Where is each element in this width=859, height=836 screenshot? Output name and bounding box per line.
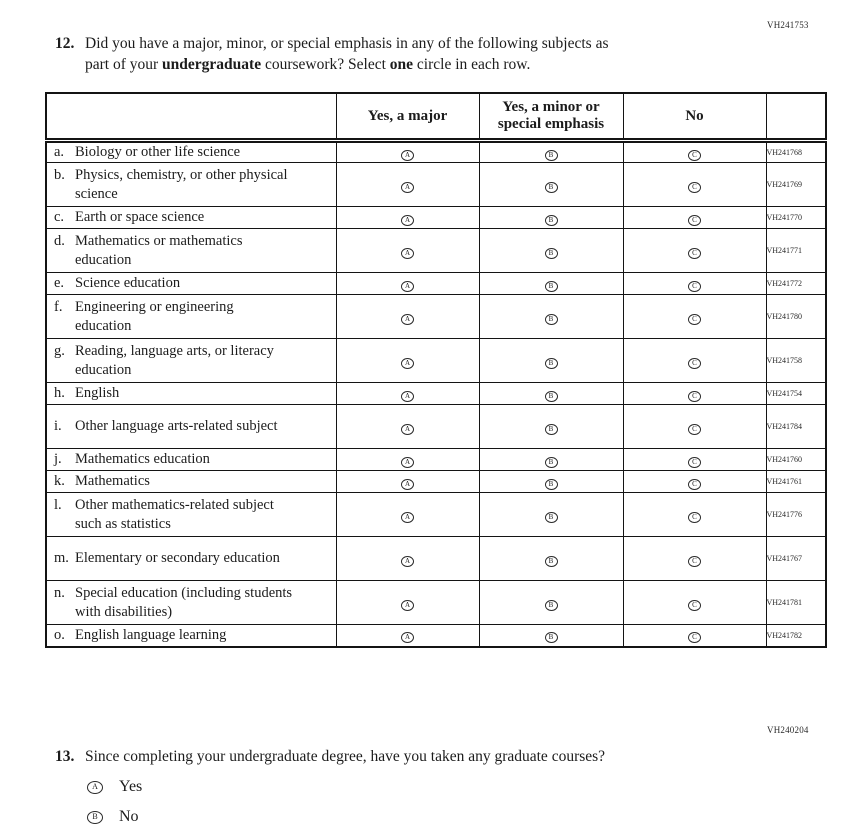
row-code: VH241768 bbox=[766, 148, 803, 157]
row-code-cell bbox=[766, 163, 826, 207]
row-letter: g. bbox=[54, 342, 65, 359]
row-letter: k. bbox=[54, 473, 65, 489]
row-code-cell bbox=[766, 207, 826, 229]
row-letter: j. bbox=[54, 451, 62, 467]
row-label bbox=[47, 274, 336, 293]
header-no: No bbox=[623, 93, 766, 141]
q13-option-no bbox=[87, 808, 139, 826]
option-bubble-b[interactable]: B bbox=[545, 556, 558, 567]
row-code-cell bbox=[766, 383, 826, 405]
option-cell-minor bbox=[479, 295, 623, 339]
option-bubble-b[interactable]: B bbox=[545, 281, 558, 292]
option-cell-no bbox=[623, 163, 766, 207]
header-blank-subject bbox=[46, 93, 336, 141]
option-cell-major bbox=[336, 229, 479, 273]
table-row bbox=[46, 339, 826, 383]
option-bubble-a[interactable]: A bbox=[401, 314, 414, 325]
option-bubble-a[interactable]: A bbox=[87, 781, 103, 794]
table-row bbox=[46, 581, 826, 625]
row-subject: English language learning bbox=[75, 626, 227, 643]
row-code: VH241760 bbox=[766, 455, 803, 464]
row-subject: Physics, chemistry, or other physical science bbox=[75, 166, 288, 202]
option-bubble-a[interactable]: A bbox=[401, 182, 414, 193]
option-cell-major bbox=[336, 163, 479, 207]
option-cell-no bbox=[623, 229, 766, 273]
option-cell-major bbox=[336, 339, 479, 383]
row-letter: b. bbox=[54, 166, 65, 183]
option-cell-minor bbox=[479, 493, 623, 537]
table-row bbox=[46, 471, 826, 493]
subject-cell bbox=[46, 493, 336, 537]
subject-cell bbox=[46, 581, 336, 625]
header-blank-code bbox=[766, 93, 826, 141]
table-row bbox=[46, 295, 826, 339]
option-cell-major bbox=[336, 537, 479, 581]
option-bubble-b[interactable]: B bbox=[545, 479, 558, 490]
question-12-text bbox=[85, 33, 795, 75]
option-bubble-b[interactable]: B bbox=[545, 391, 558, 402]
option-cell-major bbox=[336, 383, 479, 405]
row-letter: i. bbox=[54, 418, 62, 434]
row-label bbox=[47, 384, 336, 403]
option-bubble-a[interactable]: A bbox=[401, 479, 414, 490]
option-cell-major bbox=[336, 493, 479, 537]
option-cell-minor bbox=[479, 141, 623, 163]
row-subject: Reading, language arts, or literacy education bbox=[75, 342, 274, 378]
option-cell-minor bbox=[479, 229, 623, 273]
option-bubble-c[interactable]: C bbox=[688, 391, 701, 402]
row-label bbox=[47, 166, 336, 204]
table-row bbox=[46, 537, 826, 581]
subject-cell bbox=[46, 383, 336, 405]
option-bubble-c[interactable]: C bbox=[688, 248, 701, 259]
row-letter: e. bbox=[54, 275, 65, 291]
option-bubble-b[interactable]: B bbox=[545, 248, 558, 259]
row-code-cell bbox=[766, 581, 826, 625]
table-row bbox=[46, 625, 826, 647]
row-code-cell bbox=[766, 295, 826, 339]
row-code-cell bbox=[766, 471, 826, 493]
question-12-bold-one: one bbox=[389, 56, 414, 73]
row-code-cell bbox=[766, 229, 826, 273]
option-cell-no bbox=[623, 537, 766, 581]
subject-cell bbox=[46, 625, 336, 647]
row-code: VH241772 bbox=[766, 279, 803, 288]
option-cell-minor bbox=[479, 405, 623, 449]
row-subject: English bbox=[75, 385, 120, 401]
option-cell-major bbox=[336, 625, 479, 647]
option-cell-major bbox=[336, 273, 479, 295]
option-bubble-c[interactable]: C bbox=[688, 182, 701, 193]
row-subject: Mathematics or mathematics education bbox=[75, 232, 243, 268]
table-row bbox=[46, 383, 826, 405]
row-code: VH241784 bbox=[766, 422, 803, 431]
option-bubble-c[interactable]: C bbox=[688, 424, 701, 435]
row-code: VH241754 bbox=[766, 389, 803, 398]
option-bubble-b[interactable]: B bbox=[545, 600, 558, 611]
row-letter: f. bbox=[54, 298, 63, 315]
row-code: VH241781 bbox=[766, 598, 803, 607]
q12-subject-table bbox=[45, 92, 827, 648]
option-bubble-a[interactable]: A bbox=[401, 215, 414, 226]
subject-cell bbox=[46, 405, 336, 449]
row-label bbox=[47, 342, 336, 380]
question-12-bold-undergraduate: undergraduate bbox=[162, 56, 262, 73]
option-bubble-c[interactable]: C bbox=[688, 281, 701, 292]
option-bubble-b[interactable]: B bbox=[545, 215, 558, 226]
row-subject: Mathematics bbox=[75, 473, 150, 489]
row-code-cell bbox=[766, 537, 826, 581]
option-bubble-c[interactable]: C bbox=[688, 358, 701, 369]
option-cell-minor bbox=[479, 625, 623, 647]
option-bubble-c[interactable]: C bbox=[688, 512, 701, 523]
row-label bbox=[47, 584, 336, 622]
option-bubble-c[interactable]: C bbox=[688, 150, 701, 161]
subject-cell bbox=[46, 295, 336, 339]
question-12 bbox=[55, 33, 795, 75]
subject-cell bbox=[46, 339, 336, 383]
q13-option-yes-label: Yes bbox=[119, 778, 143, 795]
option-cell-no bbox=[623, 295, 766, 339]
row-letter: a. bbox=[54, 144, 65, 160]
row-subject: Elementary or secondary education bbox=[75, 550, 280, 566]
option-bubble-c[interactable]: C bbox=[688, 556, 701, 567]
subject-cell bbox=[46, 471, 336, 493]
option-cell-no bbox=[623, 141, 766, 163]
row-code: VH241769 bbox=[766, 180, 803, 189]
question-12-line2-post: circle in each row. bbox=[413, 56, 531, 73]
row-code-cell bbox=[766, 449, 826, 471]
subject-cell bbox=[46, 163, 336, 207]
option-cell-no bbox=[623, 273, 766, 295]
row-letter: l. bbox=[54, 496, 62, 513]
option-bubble-b[interactable]: B bbox=[545, 358, 558, 369]
option-bubble-a[interactable]: A bbox=[401, 556, 414, 567]
q13-option-no-label: No bbox=[119, 808, 139, 825]
option-cell-minor bbox=[479, 471, 623, 493]
row-label bbox=[47, 496, 336, 534]
table-row bbox=[46, 493, 826, 537]
option-bubble-a[interactable]: A bbox=[401, 632, 414, 643]
option-cell-major bbox=[336, 471, 479, 493]
subject-cell bbox=[46, 207, 336, 229]
question-12-line2-pre: part of your bbox=[85, 56, 163, 73]
option-cell-no bbox=[623, 581, 766, 625]
subject-cell bbox=[46, 449, 336, 471]
option-cell-major bbox=[336, 405, 479, 449]
option-cell-minor bbox=[479, 449, 623, 471]
subject-cell bbox=[46, 273, 336, 295]
question-13-accession-code: VH240204 bbox=[767, 725, 809, 735]
option-cell-major bbox=[336, 449, 479, 471]
question-12-line1: Did you have a major, minor, or special emphasis in any of the following subjects as bbox=[85, 35, 609, 52]
option-cell-no bbox=[623, 207, 766, 229]
row-subject: Special education (including students with disabilities) bbox=[75, 584, 293, 620]
row-code-cell bbox=[766, 339, 826, 383]
header-yes-major: Yes, a major bbox=[336, 93, 479, 141]
option-bubble-a[interactable]: A bbox=[401, 281, 414, 292]
option-bubble-c[interactable]: C bbox=[688, 479, 701, 490]
option-bubble-a[interactable]: A bbox=[401, 358, 414, 369]
option-cell-minor bbox=[479, 273, 623, 295]
option-cell-minor bbox=[479, 383, 623, 405]
option-cell-no bbox=[623, 493, 766, 537]
option-bubble-b[interactable]: B bbox=[87, 811, 103, 824]
option-bubble-c[interactable]: C bbox=[688, 215, 701, 226]
option-cell-no bbox=[623, 471, 766, 493]
row-label bbox=[47, 450, 336, 469]
row-code-cell bbox=[766, 405, 826, 449]
option-cell-minor bbox=[479, 537, 623, 581]
option-cell-no bbox=[623, 449, 766, 471]
row-letter: h. bbox=[54, 385, 65, 401]
option-bubble-a[interactable]: A bbox=[401, 512, 414, 523]
option-bubble-b[interactable]: B bbox=[545, 424, 558, 435]
option-cell-major bbox=[336, 581, 479, 625]
table-row bbox=[46, 141, 826, 163]
row-label bbox=[47, 626, 336, 645]
option-bubble-b[interactable]: B bbox=[545, 150, 558, 161]
row-label bbox=[47, 232, 336, 270]
table-row bbox=[46, 207, 826, 229]
option-bubble-c[interactable]: C bbox=[688, 632, 701, 643]
header-yes-minor: Yes, a minor or special emphasis bbox=[479, 93, 623, 141]
option-cell-no bbox=[623, 383, 766, 405]
question-12-accession-code: VH241753 bbox=[767, 20, 809, 30]
row-subject: Other language arts-related subject bbox=[75, 418, 278, 434]
question-13-number: 13. bbox=[55, 748, 75, 765]
table-row bbox=[46, 163, 826, 207]
option-bubble-c[interactable]: C bbox=[688, 314, 701, 325]
row-code-cell bbox=[766, 141, 826, 163]
row-code: VH241771 bbox=[766, 246, 803, 255]
row-subject: Engineering or engineering education bbox=[75, 298, 234, 334]
row-letter: c. bbox=[54, 209, 65, 225]
option-bubble-a[interactable]: A bbox=[401, 424, 414, 435]
subject-cell bbox=[46, 229, 336, 273]
option-cell-no bbox=[623, 625, 766, 647]
row-code: VH241767 bbox=[766, 554, 803, 563]
row-letter: d. bbox=[54, 232, 65, 249]
row-letter: o. bbox=[54, 626, 65, 643]
row-subject: Earth or space science bbox=[75, 209, 205, 225]
row-label bbox=[47, 298, 336, 336]
row-code: VH241782 bbox=[766, 630, 803, 640]
question-12-number: 12. bbox=[55, 35, 75, 52]
option-cell-major bbox=[336, 141, 479, 163]
table-row bbox=[46, 273, 826, 295]
option-bubble-a[interactable]: A bbox=[401, 248, 414, 259]
option-cell-major bbox=[336, 207, 479, 229]
row-label bbox=[47, 549, 336, 568]
option-bubble-c[interactable]: C bbox=[688, 600, 701, 611]
question-13 bbox=[55, 746, 795, 767]
row-letter: n. bbox=[54, 584, 65, 601]
option-cell-major bbox=[336, 295, 479, 339]
option-cell-minor bbox=[479, 581, 623, 625]
option-bubble-b[interactable]: B bbox=[545, 632, 558, 643]
option-bubble-b[interactable]: B bbox=[545, 182, 558, 193]
row-code: VH241758 bbox=[766, 356, 803, 365]
option-cell-no bbox=[623, 339, 766, 383]
row-label bbox=[47, 417, 336, 436]
row-subject: Biology or other life science bbox=[75, 144, 241, 160]
row-label bbox=[47, 208, 336, 227]
row-label bbox=[47, 472, 336, 491]
row-code-cell bbox=[766, 493, 826, 537]
option-bubble-a[interactable]: A bbox=[401, 457, 414, 468]
subject-cell bbox=[46, 141, 336, 163]
row-letter: m. bbox=[54, 550, 69, 566]
option-cell-minor bbox=[479, 163, 623, 207]
option-bubble-b[interactable]: B bbox=[545, 512, 558, 523]
option-bubble-a[interactable]: A bbox=[401, 150, 414, 161]
table-row bbox=[46, 449, 826, 471]
question-13-text: Since completing your undergraduate degree, have you taken any graduate courses? bbox=[85, 748, 606, 765]
row-code: VH241761 bbox=[766, 477, 803, 486]
row-label bbox=[47, 143, 336, 162]
row-code: VH241776 bbox=[766, 510, 803, 519]
option-bubble-c[interactable]: C bbox=[688, 457, 701, 468]
option-bubble-b[interactable]: B bbox=[545, 314, 558, 325]
option-bubble-a[interactable]: A bbox=[401, 600, 414, 611]
table-row bbox=[46, 405, 826, 449]
row-subject: Other mathematics-related subject such as statistics bbox=[75, 496, 274, 532]
q13-option-yes bbox=[87, 778, 142, 796]
row-code-cell bbox=[766, 273, 826, 295]
row-code-cell bbox=[766, 625, 826, 647]
option-cell-minor bbox=[479, 339, 623, 383]
option-cell-minor bbox=[479, 207, 623, 229]
option-cell-no bbox=[623, 405, 766, 449]
table-row bbox=[46, 229, 826, 273]
row-subject: Mathematics education bbox=[75, 451, 210, 467]
table-header-row bbox=[46, 93, 826, 141]
subject-cell bbox=[46, 537, 336, 581]
question-12-line2-mid: coursework? Select bbox=[261, 56, 390, 73]
row-code: VH241770 bbox=[766, 213, 803, 222]
row-subject: Science education bbox=[75, 275, 181, 291]
option-bubble-a[interactable]: A bbox=[401, 391, 414, 402]
row-code: VH241780 bbox=[766, 312, 803, 321]
option-bubble-b[interactable]: B bbox=[545, 457, 558, 468]
